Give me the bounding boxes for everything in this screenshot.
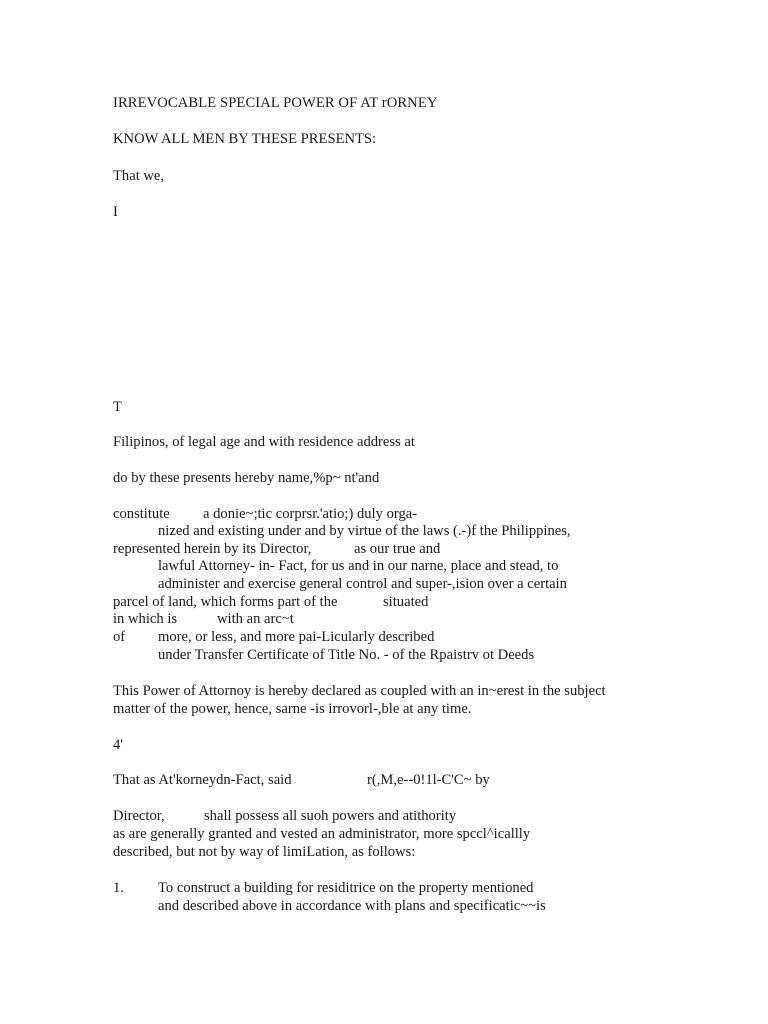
p1-line-8b: more, or less, and more pai-Licularly described <box>158 629 435 645</box>
mark-4: 4' <box>113 737 123 753</box>
filipinos-line: Filipinos, of legal age and with residence address at <box>113 434 415 450</box>
p1-line-6a: parcel of land, which forms part of the <box>113 594 338 610</box>
p1-line-7b: with an arc~t <box>217 611 294 627</box>
p1-line-5: administer and exercise general control and super-,ision over a certain <box>158 576 567 592</box>
mark-t: T <box>113 399 122 415</box>
p4-line-3: described, but not by way of limiLation, as follows: <box>113 844 416 860</box>
p1-line-4: lawful Attorney- in- Fact, for us and in our narne, place and stead, to <box>158 558 559 574</box>
constitute-rest: a donie~;tic corprsr.'atio;) duly orga- <box>203 506 418 522</box>
p1-line-9: under Transfer Certificate of Title No. - of the Rpaistrv ot Deeds <box>158 647 535 663</box>
do-by-line: do by these presents hereby name,%p~ nt'and <box>113 470 380 486</box>
p3-line-1b: r(,M,e--0!1l-C'C~ by <box>367 772 490 788</box>
p4-line-2: as are generally granted and vested an administrator, more spccl^icallly <box>113 826 531 842</box>
p2-line-1: This Power of Attornoy is hereby declared as coupled with an in~erest in the subject <box>113 683 606 699</box>
p1-line-8a: of <box>113 629 126 645</box>
p1-line-3a: represented herein by its Director, <box>113 541 312 557</box>
p4-line-1b: shall possess all suoh powers and atithority <box>204 808 457 824</box>
p1-line-7a: in which is <box>113 611 178 627</box>
p1-line-3b: as our true and <box>354 541 441 557</box>
p2-line-2: matter of the power, hence, sarne -is irrovorl-,ble at any time. <box>113 701 472 717</box>
heading: KNOW ALL MEN BY THESE PRESENTS: <box>113 131 377 147</box>
that-we-line: That we, <box>113 168 165 184</box>
item-1-line-1: To construct a building for residitrice on the property mentioned <box>158 880 534 896</box>
constitute-word: constitute <box>113 506 170 522</box>
document-title: IRREVOCABLE SPECIAL POWER OF AT rORNEY <box>113 95 438 111</box>
p1-line-2: nized and existing under and by virtue of the laws (.-)f the Philippines, <box>158 523 571 539</box>
mark-i: I <box>113 204 118 220</box>
p3-line-1a: That as At'korneydn-Fact, said <box>113 772 292 788</box>
item-1-line-2: and described above in accordance with plans and specificatic~~is <box>158 898 546 914</box>
p4-line-1a: Director, <box>113 808 165 824</box>
item-1-number: 1. <box>113 880 124 896</box>
p1-line-6b: situated <box>383 594 429 610</box>
